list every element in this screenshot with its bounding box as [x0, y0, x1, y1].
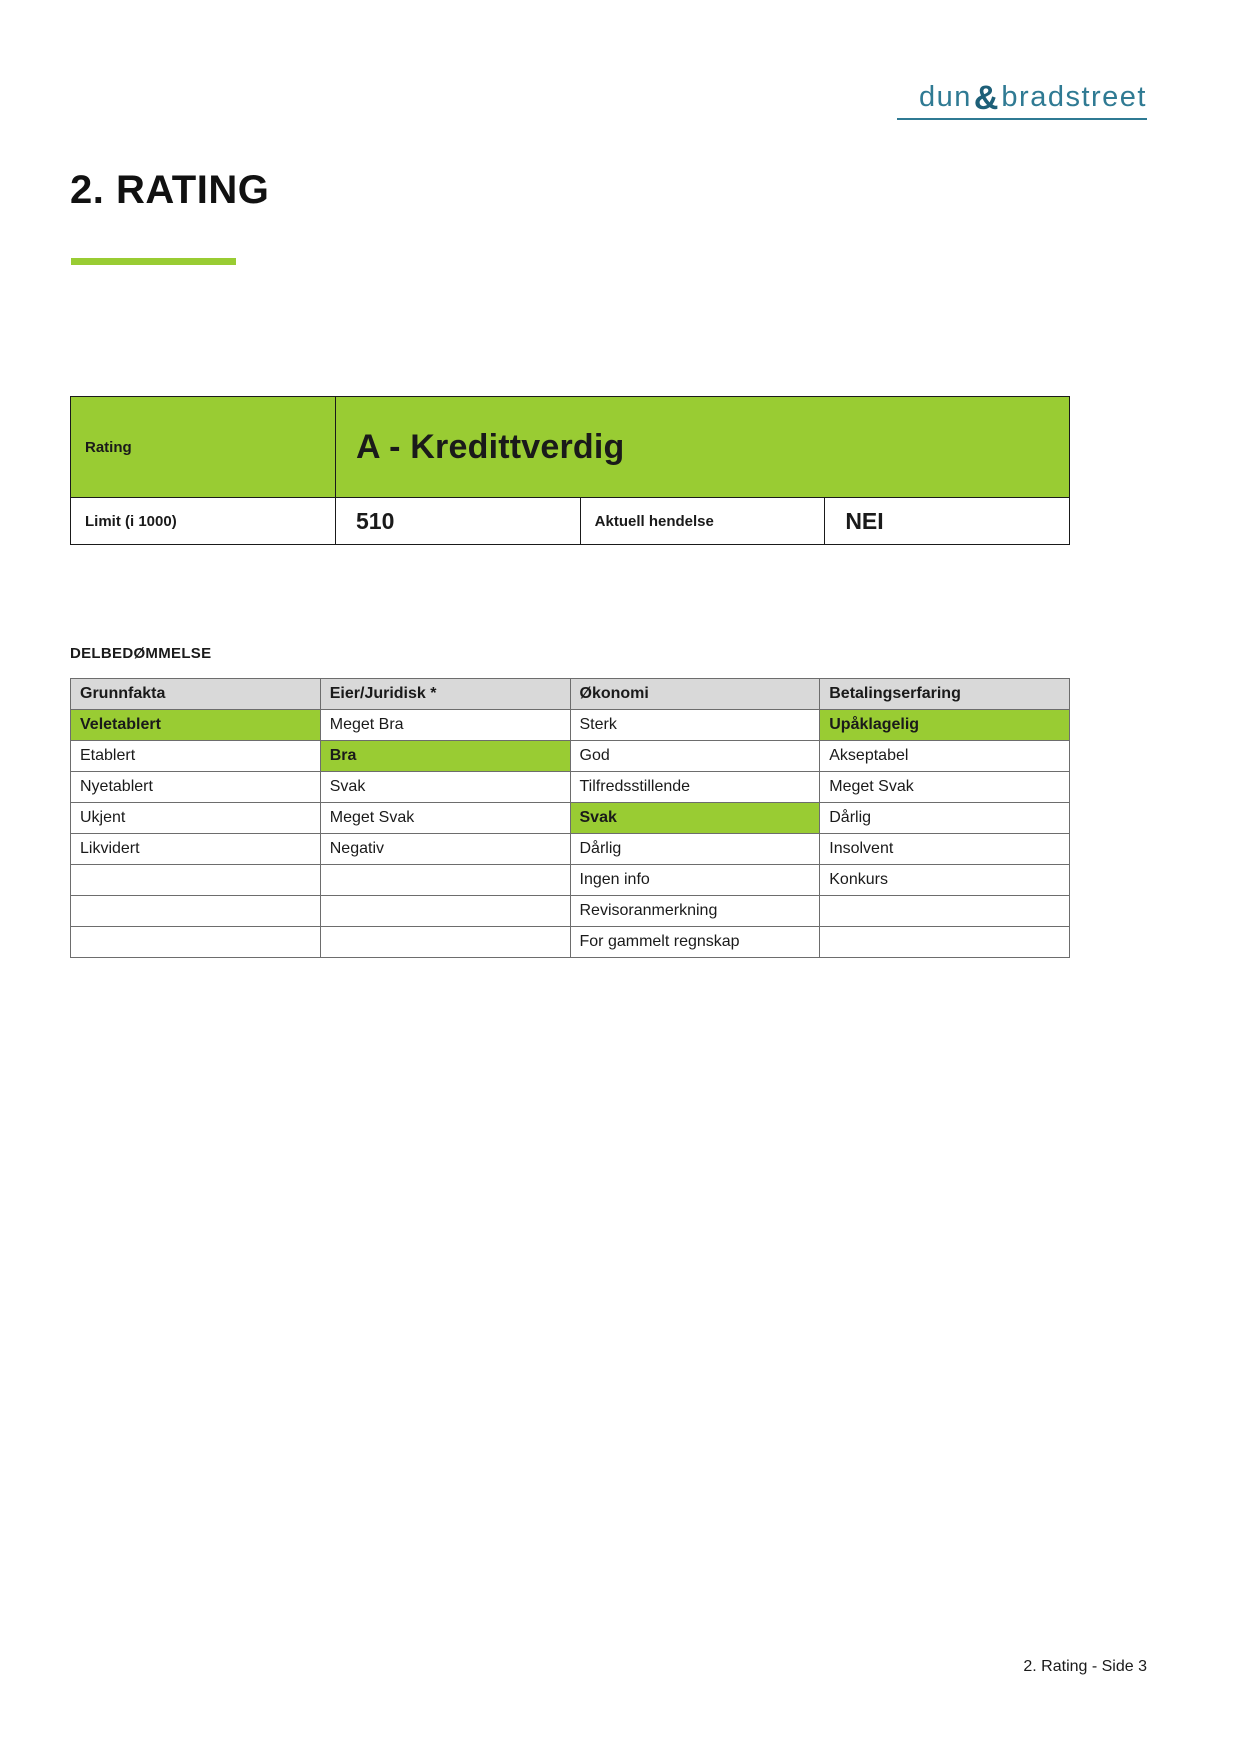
- title-accent-rule: [71, 258, 236, 265]
- table-cell: Revisoranmerkning: [570, 896, 820, 927]
- table-row: [71, 710, 1070, 741]
- logo-underline-divider: [897, 118, 1147, 120]
- table-cell-empty: [320, 865, 570, 896]
- event-label: Aktuell hendelse: [580, 498, 825, 545]
- table-cell: Dårlig: [570, 834, 820, 865]
- table-cell: Dårlig: [820, 803, 1070, 834]
- table-cell: Konkurs: [820, 865, 1070, 896]
- table-cell: Upåklagelig: [820, 710, 1070, 741]
- column-header-1: Grunnfakta: [71, 679, 321, 710]
- table-cell: Likvidert: [71, 834, 321, 865]
- table-cell-empty: [820, 927, 1070, 958]
- rating-row: [71, 397, 1070, 498]
- table-cell: Meget Svak: [820, 772, 1070, 803]
- table-cell: Bra: [320, 741, 570, 772]
- table-cell: Akseptabel: [820, 741, 1070, 772]
- table-row: [71, 772, 1070, 803]
- column-header-4: Betalingserfaring: [820, 679, 1070, 710]
- column-header-3: Økonomi: [570, 679, 820, 710]
- table-cell: Tilfredsstillende: [570, 772, 820, 803]
- table-cell-empty: [320, 896, 570, 927]
- limit-value: 510: [336, 498, 581, 545]
- rating-value: A - Kredittverdig: [336, 397, 1070, 498]
- page-title: 2. RATING: [70, 168, 270, 212]
- table-cell: God: [570, 741, 820, 772]
- table-cell-empty: [820, 896, 1070, 927]
- table-cell: Meget Bra: [320, 710, 570, 741]
- subassessment-heading: DELBEDØMMELSE: [70, 645, 212, 662]
- table-row: [71, 896, 1070, 927]
- table-cell: Sterk: [570, 710, 820, 741]
- subassessment-body: [71, 710, 1070, 958]
- table-cell-empty: [71, 865, 321, 896]
- limit-row: [71, 498, 1070, 545]
- subassessment-table: [70, 678, 1070, 958]
- logo-ampersand-icon: &: [973, 79, 1000, 117]
- dun-bradstreet-logo: [919, 78, 1147, 117]
- logo-word-dun: dun: [918, 81, 972, 113]
- table-cell: Negativ: [320, 834, 570, 865]
- subassessment-header-row: [71, 679, 1070, 710]
- table-row: [71, 741, 1070, 772]
- logo-word-bradstreet: bradstreet: [1001, 81, 1147, 113]
- column-header-2: Eier/Juridisk *: [320, 679, 570, 710]
- table-row: [71, 865, 1070, 896]
- table-cell: Svak: [570, 803, 820, 834]
- table-cell-empty: [71, 896, 321, 927]
- table-cell: Ingen info: [570, 865, 820, 896]
- table-cell: Nyetablert: [71, 772, 321, 803]
- table-cell: Svak: [320, 772, 570, 803]
- table-cell: Etablert: [71, 741, 321, 772]
- table-row: [71, 927, 1070, 958]
- table-row: [71, 834, 1070, 865]
- table-cell-empty: [320, 927, 570, 958]
- table-cell: Meget Svak: [320, 803, 570, 834]
- rating-label: Rating: [71, 397, 336, 498]
- table-cell-empty: [71, 927, 321, 958]
- table-row: [71, 803, 1070, 834]
- rating-summary-table: [70, 396, 1070, 545]
- table-cell: Ukjent: [71, 803, 321, 834]
- table-cell: Insolvent: [820, 834, 1070, 865]
- table-cell: Veletablert: [71, 710, 321, 741]
- page-footer: 2. Rating - Side 3: [1023, 1658, 1147, 1675]
- limit-label: Limit (i 1000): [71, 498, 336, 545]
- event-value: NEI: [825, 498, 1070, 545]
- table-cell: For gammelt regnskap: [570, 927, 820, 958]
